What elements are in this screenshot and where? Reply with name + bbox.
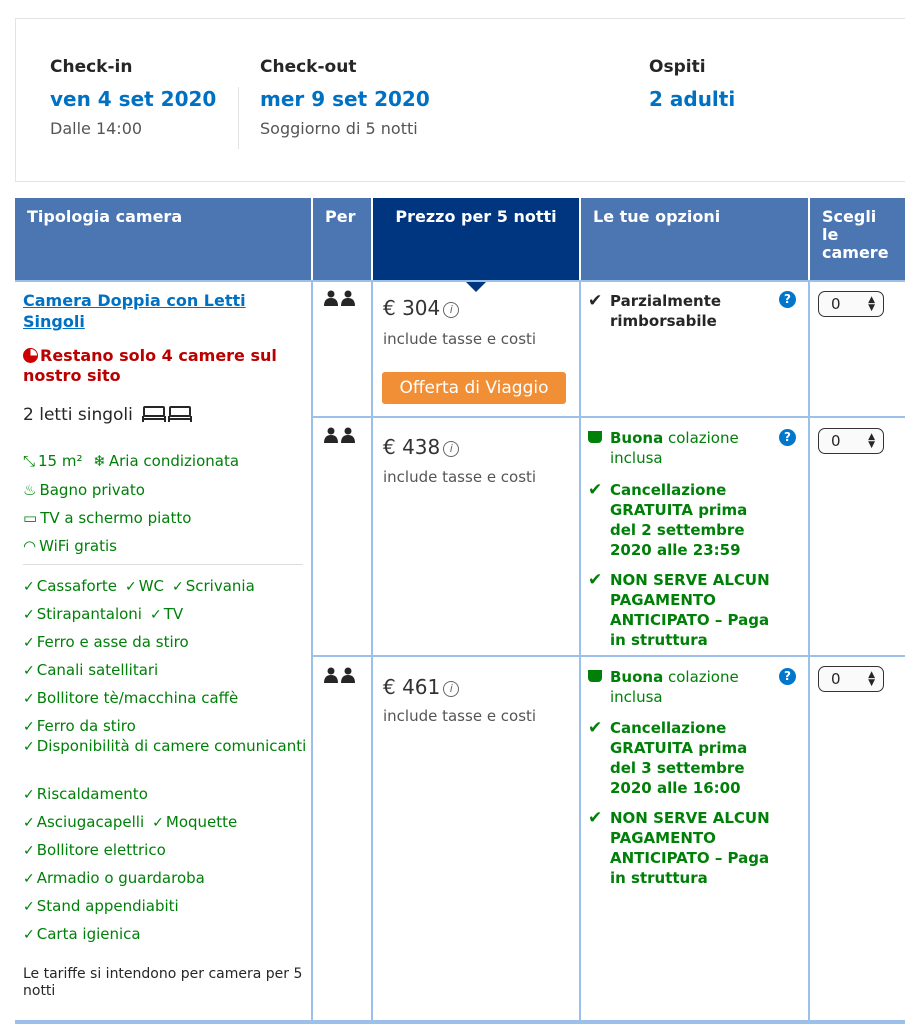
amenity-row (23, 661, 308, 681)
col-divider (371, 280, 373, 1024)
question-icon[interactable]: ? (779, 429, 796, 446)
amenity-label: Scrivania (185, 577, 255, 595)
breakfast-rest: colazione inclusa (610, 429, 739, 467)
amenity-label: Stand appendiabiti (36, 897, 179, 915)
stay-summary (15, 18, 905, 182)
option-no-prepayment (588, 808, 773, 888)
facility-separator (23, 564, 303, 565)
rates-note: Le tariffe si intendono per camera per 5 notti (23, 966, 303, 999)
amenity-row (23, 689, 308, 709)
check-icon: ✓ (23, 719, 35, 735)
size-text: 15 m² (38, 452, 83, 470)
header-choose: Scegli le camere (810, 198, 905, 280)
clock-urgency-icon (23, 348, 38, 363)
offer-price (383, 296, 459, 320)
amenity-label: Asciugacapelli (36, 813, 145, 831)
amenity-label: Cassaforte (36, 577, 117, 595)
option-no-prepayment (588, 570, 773, 650)
beds-text: 2 letti singoli (23, 405, 133, 425)
offer-price (383, 435, 459, 459)
select-value: 0 (831, 670, 841, 688)
amenity-label: Canali satellitari (36, 661, 159, 679)
check-icon: ✓ (23, 927, 35, 943)
amenity-row (23, 785, 308, 805)
amenity-row (23, 841, 308, 861)
amenity-label: WC (138, 577, 165, 595)
check-icon: ✔ (588, 718, 603, 738)
option-text: Parzialmente rimborsabile (610, 292, 722, 330)
check-icon: ✓ (23, 635, 35, 651)
option-breakfast (588, 667, 773, 707)
checkout-label: Check-out (260, 57, 357, 77)
price-note: include tasse e costi (383, 330, 537, 348)
check-icon: ✓ (152, 815, 164, 831)
option-text: Cancellazione GRATUITA prima del 3 settembre 2020 alle 16:00 (610, 719, 748, 797)
amenity-label: Stirapantaloni (36, 605, 142, 623)
header-options: Le tue opzioni (581, 198, 808, 280)
wifi-icon: ◠ (23, 537, 37, 555)
option-free-cancellation (588, 480, 773, 560)
question-icon[interactable]: ? (779, 668, 796, 685)
checkin-time: Dalle 14:00 (50, 119, 143, 138)
offer-price (383, 675, 459, 699)
facility-size (23, 452, 239, 470)
option-free-cancellation (588, 718, 773, 798)
question-icon[interactable]: ? (779, 291, 796, 308)
tv-icon: ▭ (23, 509, 38, 527)
checkout-block (260, 57, 430, 138)
amenity-label: Ferro da stiro (36, 717, 136, 735)
checkout-date[interactable]: mer 9 set 2020 (260, 87, 430, 111)
check-icon: ✓ (124, 579, 137, 595)
checkin-block (50, 57, 216, 138)
price-value: € 438 (383, 435, 441, 459)
tv-text: TV a schermo piatto (40, 509, 192, 527)
room-quantity-select[interactable] (818, 291, 884, 317)
facility-wifi (23, 537, 117, 555)
row-divider (311, 655, 905, 657)
check-icon: ✓ (23, 691, 35, 707)
guests-value[interactable]: 2 adulti (649, 87, 736, 111)
amenity-row (23, 717, 308, 737)
col-divider (808, 280, 810, 1024)
amenity-label: Moquette (165, 813, 238, 831)
amenity-row (23, 633, 308, 653)
breakfast-rest: colazione inclusa (610, 668, 739, 706)
select-value: 0 (831, 295, 841, 313)
info-icon[interactable]: i (443, 441, 459, 457)
col-divider (579, 280, 581, 1024)
header-per: Per (313, 198, 371, 280)
amenity-row (23, 925, 308, 945)
table-bottom-border (15, 1020, 905, 1024)
amenity-label: Carta igienica (36, 925, 141, 943)
check-icon: ✓ (23, 815, 35, 831)
room-name-link[interactable]: Camera Doppia con Letti Singoli (23, 291, 246, 331)
amenity-row (23, 577, 308, 597)
price-value: € 461 (383, 675, 441, 699)
amenity-row (23, 869, 308, 889)
check-icon: ✓ (172, 579, 184, 595)
select-arrows-icon: ▲ ▼ (868, 295, 875, 313)
amenity-label: Riscaldamento (36, 785, 148, 803)
room-quantity-select[interactable] (818, 666, 884, 692)
travel-deal-badge: Offerta di Viaggio (382, 372, 566, 404)
col-divider (311, 280, 313, 1024)
coffee-cup-icon (588, 667, 602, 687)
select-arrows-icon: ▲ ▼ (868, 432, 875, 450)
check-icon: ✓ (23, 871, 35, 887)
check-icon: ✓ (23, 843, 35, 859)
bed-icon (142, 405, 194, 423)
check-icon: ✓ (23, 663, 35, 679)
option-text: NON SERVE ALCUN PAGAMENTO ANTICIPATO – Paga in struttura (610, 571, 770, 649)
checkin-date[interactable]: ven 4 set 2020 (50, 87, 217, 111)
amenity-row (23, 813, 308, 833)
info-icon[interactable]: i (443, 681, 459, 697)
header-price[interactable]: Prezzo per 5 notti (373, 198, 579, 280)
snowflake-icon: ❄ (93, 452, 106, 470)
amenity-row (23, 897, 308, 917)
room-quantity-select[interactable] (818, 428, 884, 454)
row-divider (311, 416, 905, 418)
shower-icon: ♨ (23, 481, 37, 499)
guests-block (649, 57, 735, 111)
amenity-row (23, 605, 308, 625)
facility-tv (23, 509, 191, 527)
check-icon: ✓ (23, 899, 35, 915)
option-text: Cancellazione GRATUITA prima del 2 settembre 2020 alle 23:59 (610, 481, 748, 559)
rooms-table (15, 198, 905, 1024)
amenity-label: Ferro e asse da stiro (36, 633, 189, 651)
people-icon (323, 667, 357, 683)
option-text: NON SERVE ALCUN PAGAMENTO ANTICIPATO – Paga in struttura (610, 809, 770, 887)
amenity-label: Armadio o guardaroba (36, 869, 205, 887)
price-value: € 304 (383, 296, 441, 320)
check-icon: ✓ (23, 739, 35, 755)
header-room-type: Tipologia camera (15, 198, 311, 280)
amenity-label: Bollitore elettrico (36, 841, 166, 859)
amenity-label: Disponibilità di camere comunicanti (36, 737, 307, 755)
area-icon: ⤡ (23, 452, 36, 470)
check-icon: ✓ (149, 607, 162, 623)
check-icon: ✔ (588, 291, 603, 311)
urgency-text: Restano solo 4 camere sul nostro sito (23, 346, 277, 385)
row-divider (15, 280, 905, 282)
ac-text: Aria condizionata (108, 452, 240, 470)
check-icon: ✔ (588, 808, 603, 828)
amenity-row (23, 737, 308, 757)
breakfast-bold: Buona (610, 429, 664, 447)
facility-bathroom (23, 481, 145, 499)
beds-info (23, 405, 194, 425)
check-icon: ✓ (23, 579, 35, 595)
wifi-text: WiFi gratis (39, 537, 117, 555)
option-refund (588, 291, 773, 331)
price-note: include tasse e costi (383, 468, 537, 486)
checkin-label: Check-in (50, 57, 133, 77)
people-icon (323, 427, 357, 443)
option-breakfast (588, 428, 773, 468)
select-arrows-icon: ▲ ▼ (868, 670, 875, 688)
check-icon: ✓ (23, 787, 35, 803)
check-icon: ✔ (588, 570, 603, 590)
stay-divider (238, 87, 239, 149)
coffee-cup-icon (588, 428, 602, 448)
amenity-label: Bollitore tè/macchina caffè (36, 689, 239, 707)
info-icon[interactable]: i (443, 302, 459, 318)
stay-length: Soggiorno di 5 notti (260, 119, 418, 138)
check-icon: ✓ (23, 607, 35, 623)
select-value: 0 (831, 432, 841, 450)
guests-label: Ospiti (649, 57, 706, 77)
bathroom-text: Bagno privato (39, 481, 145, 499)
amenity-label: TV (163, 605, 184, 623)
check-icon: ✔ (588, 480, 603, 500)
people-icon (323, 290, 357, 306)
breakfast-bold: Buona (610, 668, 664, 686)
urgency-message (23, 346, 293, 386)
price-note: include tasse e costi (383, 707, 537, 725)
